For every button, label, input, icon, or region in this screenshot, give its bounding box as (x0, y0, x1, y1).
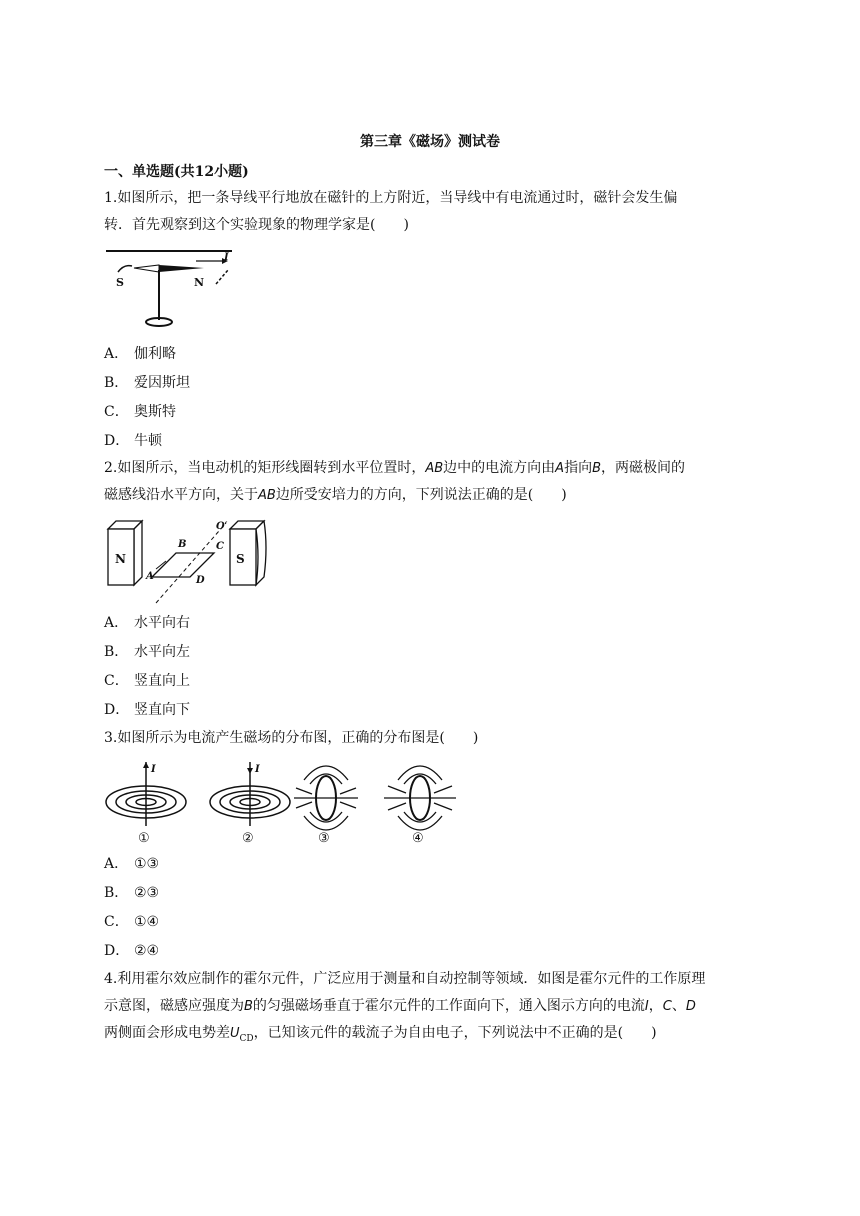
option-text: ②④ (134, 943, 160, 959)
option-text: 竖直向上 (134, 673, 190, 689)
motor-coil-figure (104, 517, 274, 605)
n-magnet-side (134, 521, 142, 585)
option-letter: A． (104, 346, 129, 362)
current-label: I (151, 764, 156, 775)
var-i: I (644, 999, 649, 1014)
rotation-arrow-left (118, 266, 132, 272)
var-ab: AB (258, 488, 276, 503)
text-run: 示意图，磁感应强度为 (104, 998, 244, 1014)
text-run: 指向 (564, 460, 593, 476)
field-figure-2 (210, 762, 290, 846)
field-figure-3 (294, 766, 358, 846)
text-run: ，两磁极间的 (601, 460, 685, 476)
option-letter: C． (104, 914, 129, 930)
var-u: U (230, 1026, 240, 1041)
figure-number-4: ④ (412, 831, 424, 846)
text-run: 磁感线沿水平方向，关于 (104, 487, 258, 503)
current-label: I (255, 764, 260, 775)
north-pole-label: N (194, 276, 205, 289)
question-3-option-a[interactable] (104, 853, 159, 873)
rotation-arrow-right (216, 270, 228, 284)
option-letter: A． (104, 856, 129, 872)
option-letter: C． (104, 673, 129, 689)
question-1-option-a[interactable] (104, 343, 176, 363)
question-3-stem: 3.如图所示为电流产生磁场的分布图，正确的分布图是( ) (104, 730, 479, 746)
option-text: 伽利略 (134, 346, 176, 362)
option-text: 奥斯特 (134, 404, 176, 420)
question-1-line-2: 转．首先观察到这个实验现象的物理学家是( ) (104, 217, 409, 233)
option-letter: B． (104, 375, 129, 391)
label-b: B (178, 539, 187, 550)
s-magnet-side (256, 521, 266, 585)
label-o-prime: O′ (216, 521, 228, 532)
question-4-stem (104, 966, 759, 1053)
question-3-option-c[interactable] (104, 911, 159, 931)
var-d: D (685, 999, 696, 1014)
option-text: 竖直向下 (134, 702, 190, 718)
question-2-line-1 (104, 455, 759, 482)
question-2-option-d[interactable] (104, 699, 190, 719)
current-label: I (224, 252, 229, 263)
magnetic-field-figures (104, 758, 460, 846)
option-letter: A． (104, 615, 129, 631)
question-2-stem (104, 455, 759, 509)
text-run: 的匀强磁场垂直于霍尔元件的工作面向下，通入图示方向的电流 (252, 998, 645, 1014)
label-d: D (196, 575, 205, 586)
question-3-option-b[interactable] (104, 882, 159, 902)
option-text: ①④ (134, 914, 160, 930)
text-run: ， (648, 998, 663, 1014)
option-letter: D． (104, 702, 130, 718)
question-1-line-1: 1.如图所示，把一条导线平行地放在磁针的上方附近，当导线中有电流通过时，磁针会发生偏 (104, 190, 678, 206)
var-ab: AB (425, 461, 444, 476)
page-title: 第三章《磁场》测试卷 (360, 134, 500, 150)
field-figure-4 (384, 766, 456, 846)
question-1-option-d[interactable] (104, 430, 162, 450)
option-letter: D． (104, 943, 130, 959)
var-c: C (662, 999, 672, 1014)
question-1-option-b[interactable] (104, 372, 190, 392)
question-1-option-c[interactable] (104, 401, 176, 421)
option-text: 牛顿 (134, 433, 162, 449)
var-b: B (592, 461, 601, 476)
label-a: A (146, 571, 154, 582)
option-letter: B． (104, 885, 129, 901)
option-letter: D． (104, 433, 130, 449)
var-u-subscript: CD (239, 1033, 254, 1044)
var-a: A (555, 461, 565, 476)
south-pole-label: S (116, 276, 124, 289)
option-text: 水平向左 (134, 644, 190, 660)
s-pole-label: S (236, 552, 245, 566)
option-text: 水平向右 (134, 615, 190, 631)
question-4-line-1: 4.利用霍尔效应制作的霍尔元件，广泛应用于测量和自动控制等领域．如图是霍尔元件的工作原理 (104, 971, 706, 987)
question-1-stem (104, 185, 759, 239)
question-2-option-c[interactable] (104, 670, 190, 690)
compass-needle-figure (104, 246, 236, 332)
option-text: ①③ (134, 856, 160, 872)
text-run: ，已知该元件的载流子为自由电子，下列说法中不正确的是( ) (253, 1025, 657, 1041)
figure-number-2: ② (242, 831, 254, 846)
field-figure-1 (106, 762, 186, 846)
text-run: 、 (671, 998, 686, 1014)
question-2-option-a[interactable] (104, 612, 190, 632)
question-2-line-2 (104, 482, 759, 509)
needle-north-half (159, 265, 204, 272)
question-4-line-2 (104, 993, 759, 1020)
needle-south-half (134, 265, 159, 272)
text-run: 两侧面会形成电势差 (104, 1025, 230, 1041)
figure-number-1: ① (138, 831, 150, 846)
option-text: ②③ (134, 885, 160, 901)
figure-number-3: ③ (318, 831, 330, 846)
option-letter: B． (104, 644, 129, 660)
question-2-option-b[interactable] (104, 641, 190, 661)
question-3-option-d[interactable] (104, 940, 159, 960)
label-c: C (216, 541, 224, 552)
option-text: 爱因斯坦 (134, 375, 190, 391)
section-heading: 一、单选题(共12小题) (104, 164, 249, 180)
option-letter: C． (104, 404, 129, 420)
text-run: 边中的电流方向由 (443, 460, 556, 476)
question-4-line-3 (104, 1020, 759, 1053)
text-run: 边所受安培力的方向，下列说法正确的是( ) (275, 487, 567, 503)
text-run: 2.如图所示，当电动机的矩形线圈转到水平位置时， (104, 460, 426, 476)
n-pole-label: N (115, 552, 126, 566)
var-b: B (244, 999, 253, 1014)
